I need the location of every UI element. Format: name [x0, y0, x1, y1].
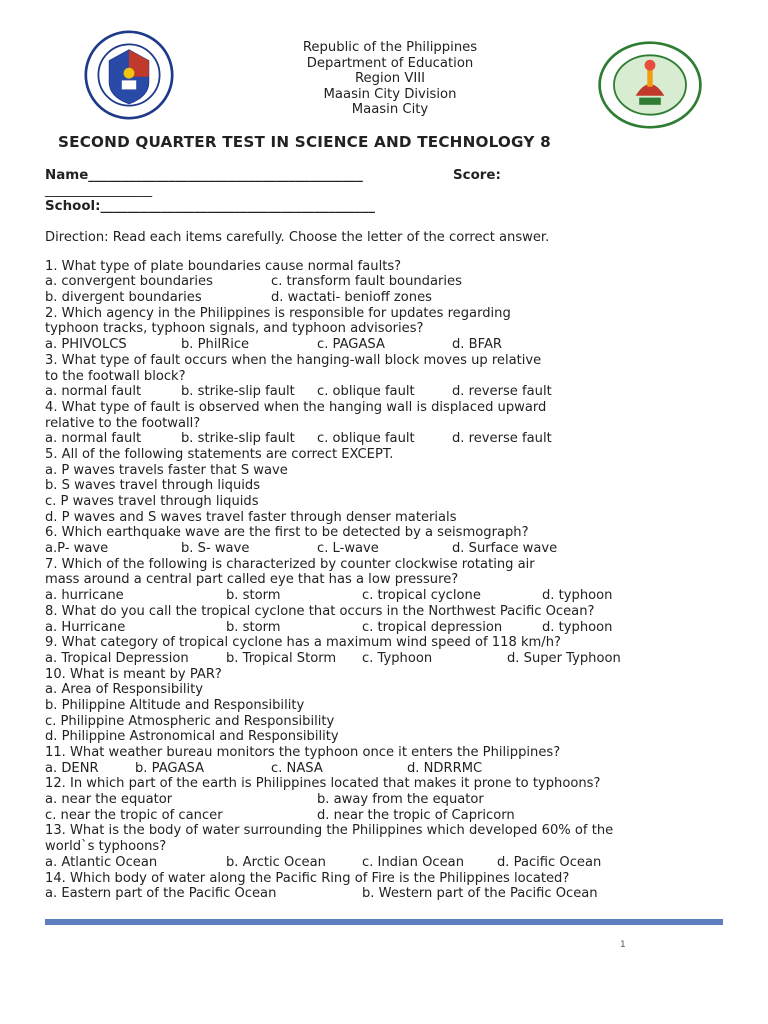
question-3-line2: to the footwall block?	[45, 368, 186, 384]
choice-13a[interactable]: a. Atlantic Ocean	[45, 854, 158, 870]
choice-1b[interactable]: b. divergent boundaries	[45, 290, 202, 306]
header-line-region: Region VIII	[354, 71, 426, 87]
choice-10a[interactable]: a. Area of Responsibility	[45, 682, 204, 698]
question-4-line1: 4. What type of fault is observed when the hanging wall is displaced upward	[45, 399, 547, 415]
choice-8c[interactable]: c. tropical depression	[362, 619, 503, 635]
question-12-choices-row2	[45, 808, 735, 824]
question-6-choices	[45, 541, 735, 557]
choice-4d[interactable]: d. reverse fault	[452, 431, 552, 447]
choice-2a[interactable]: a. PHIVOLCS	[45, 337, 127, 353]
choice-5b[interactable]: b. S waves travel through liquids	[45, 478, 261, 494]
choice-12c[interactable]: c. near the tropic of cancer	[45, 807, 223, 823]
question-13-line1: 13. What is the body of water surrounding the Philippines which developed 60% of the	[45, 823, 614, 839]
question-11-choices	[45, 761, 735, 777]
question-9: 9. What category of tropical cyclone has a maximum wind speed of 118 km/h?	[45, 635, 561, 651]
choice-13c[interactable]: c. Indian Ocean	[362, 854, 465, 870]
header-line-department: Department of Education	[306, 55, 474, 71]
choice-2c[interactable]: c. PAGASA	[317, 337, 385, 353]
choice-4c[interactable]: c. oblique fault	[317, 431, 415, 447]
division-seal-logo	[596, 40, 704, 130]
choice-3b[interactable]: b. strike-slip fault	[181, 384, 295, 400]
choice-14b[interactable]: b. Western part of the Pacific Ocean	[362, 886, 598, 902]
choice-3c[interactable]: c. oblique fault	[317, 384, 415, 400]
choice-8d[interactable]: d. typhoon	[542, 619, 613, 635]
question-5: 5. All of the following statements are correct EXCEPT.	[45, 446, 394, 462]
choice-9a[interactable]: a. Tropical Depression	[45, 650, 189, 666]
choice-10b[interactable]: b. Philippine Altitude and Responsibility	[45, 697, 305, 713]
choice-3d[interactable]: d. reverse fault	[452, 384, 552, 400]
question-2-line1: 2. Which agency in the Philippines is responsible for updates regarding	[45, 305, 511, 321]
choice-10c[interactable]: c. Philippine Atmospheric and Responsibility	[45, 713, 335, 729]
header-line-republic: Republic of the Philippines	[302, 40, 478, 55]
choice-12d[interactable]: d. near the tropic of Capricorn	[317, 807, 515, 823]
choice-9b[interactable]: b. Tropical Storm	[226, 650, 337, 666]
name-field[interactable]: Name_________________________________________	[45, 168, 363, 183]
choice-2b[interactable]: b. PhilRice	[181, 337, 250, 353]
choice-2d[interactable]: d. BFAR	[452, 337, 503, 353]
question-9-choices	[45, 651, 735, 667]
question-14-choices	[45, 886, 735, 902]
question-3-line1: 3. What type of fault occurs when the hanging-wall block moves up relative	[45, 352, 542, 368]
choice-7c[interactable]: c. tropical cyclone	[362, 588, 481, 604]
question-4-line2: relative to the footwall?	[45, 415, 201, 431]
question-2-line2: typhoon tracks, typhoon signals, and typhoon advisories?	[45, 321, 424, 337]
school-field[interactable]: School:_________________________________________	[45, 199, 375, 214]
choice-10d[interactable]: d. Philippine Astronomical and Responsibility	[45, 729, 339, 745]
choice-12a[interactable]: a. near the equator	[45, 792, 173, 808]
choice-8a[interactable]: a. Hurricane	[45, 619, 126, 635]
score-field[interactable]: ________________	[45, 183, 153, 198]
choice-5d[interactable]: d. P waves and S waves travel faster through denser materials	[45, 509, 457, 525]
choice-8b[interactable]: b. storm	[226, 619, 281, 635]
choice-1d[interactable]: d. wactati- benioff zones	[271, 290, 432, 306]
question-1: 1. What type of plate boundaries cause normal faults?	[45, 258, 402, 274]
choice-9d[interactable]: d. Super Typhoon	[507, 650, 621, 666]
test-title: SECOND QUARTER TEST IN SCIENCE AND TECHNOLOGY 8	[58, 133, 551, 151]
question-2-choices	[45, 337, 735, 353]
choice-4a[interactable]: a. normal fault	[45, 431, 142, 447]
choice-11d[interactable]: d. NDRRMC	[407, 760, 483, 776]
choice-1a[interactable]: a. convergent boundaries	[45, 274, 213, 290]
question-8: 8. What do you call the tropical cyclone that occurs in the Northwest Pacific Ocean?	[45, 603, 595, 619]
choice-9c[interactable]: c. Typhoon	[362, 650, 433, 666]
question-7-choices	[45, 588, 735, 604]
choice-4b[interactable]: b. strike-slip fault	[181, 431, 295, 447]
choice-6d[interactable]: d. Surface wave	[452, 541, 558, 557]
question-7-line2: mass around a central part called eye that has a low pressure?	[45, 572, 459, 588]
question-6: 6. Which earthquake wave are the first to be detected by a seismograph?	[45, 525, 529, 541]
question-14: 14. Which body of water along the Pacific Ring of Fire is the Philippines located?	[45, 870, 570, 886]
question-13-line2: world`s typhoons?	[45, 839, 167, 855]
header-line-division: Maasin City Division	[323, 86, 457, 102]
question-11: 11. What weather bureau monitors the typhoon once it enters the Philippines?	[45, 745, 561, 760]
page-number: 1	[620, 940, 626, 950]
choice-11b[interactable]: b. PAGASA	[135, 760, 205, 776]
exam-body	[45, 230, 735, 902]
header-line-city: Maasin City	[351, 102, 429, 118]
question-4-choices	[45, 431, 735, 447]
question-12-choices-row1	[45, 792, 735, 808]
question-12: 12. In which part of the earth is Philippines located that makes it prone to typhoons?	[45, 776, 601, 792]
footer-rule	[45, 919, 723, 925]
deped-seal-logo	[84, 30, 174, 120]
choice-13d[interactable]: d. Pacific Ocean	[497, 854, 602, 870]
question-8-choices	[45, 620, 735, 636]
choice-13b[interactable]: b. Arctic Ocean	[226, 854, 326, 870]
choice-6c[interactable]: c. L-wave	[317, 541, 379, 557]
question-13-choices	[45, 855, 735, 871]
choice-7d[interactable]: d. typhoon	[542, 588, 613, 604]
question-7-line1: 7. Which of the following is characterized by counter clockwise rotating air	[45, 556, 535, 572]
choice-6b[interactable]: b. S- wave	[181, 541, 250, 557]
choice-11a[interactable]: a. DENR	[45, 760, 99, 776]
choice-14a[interactable]: a. Eastern part of the Pacific Ocean	[45, 886, 277, 902]
choice-3a[interactable]: a. normal fault	[45, 384, 142, 400]
question-10: 10. What is meant by PAR?	[45, 666, 222, 682]
choice-7a[interactable]: a. hurricane	[45, 588, 124, 604]
choice-11c[interactable]: c. NASA	[271, 760, 323, 776]
choice-5c[interactable]: c. P waves travel through liquids	[45, 494, 259, 509]
question-1-choices-row1	[45, 274, 735, 290]
choice-12b[interactable]: b. away from the equator	[317, 792, 484, 808]
score-label: Score:	[453, 168, 501, 183]
question-1-choices-row2	[45, 290, 735, 306]
choice-5a[interactable]: a. P waves travels faster that S wave	[45, 462, 288, 478]
choice-6a[interactable]: a.P- wave	[45, 541, 109, 557]
choice-1c[interactable]: c. transform fault boundaries	[271, 274, 462, 290]
question-3-choices	[45, 384, 735, 400]
choice-7b[interactable]: b. storm	[226, 588, 281, 604]
direction-text: Direction: Read each items carefully. Choose the letter of the correct answer.	[45, 230, 550, 245]
